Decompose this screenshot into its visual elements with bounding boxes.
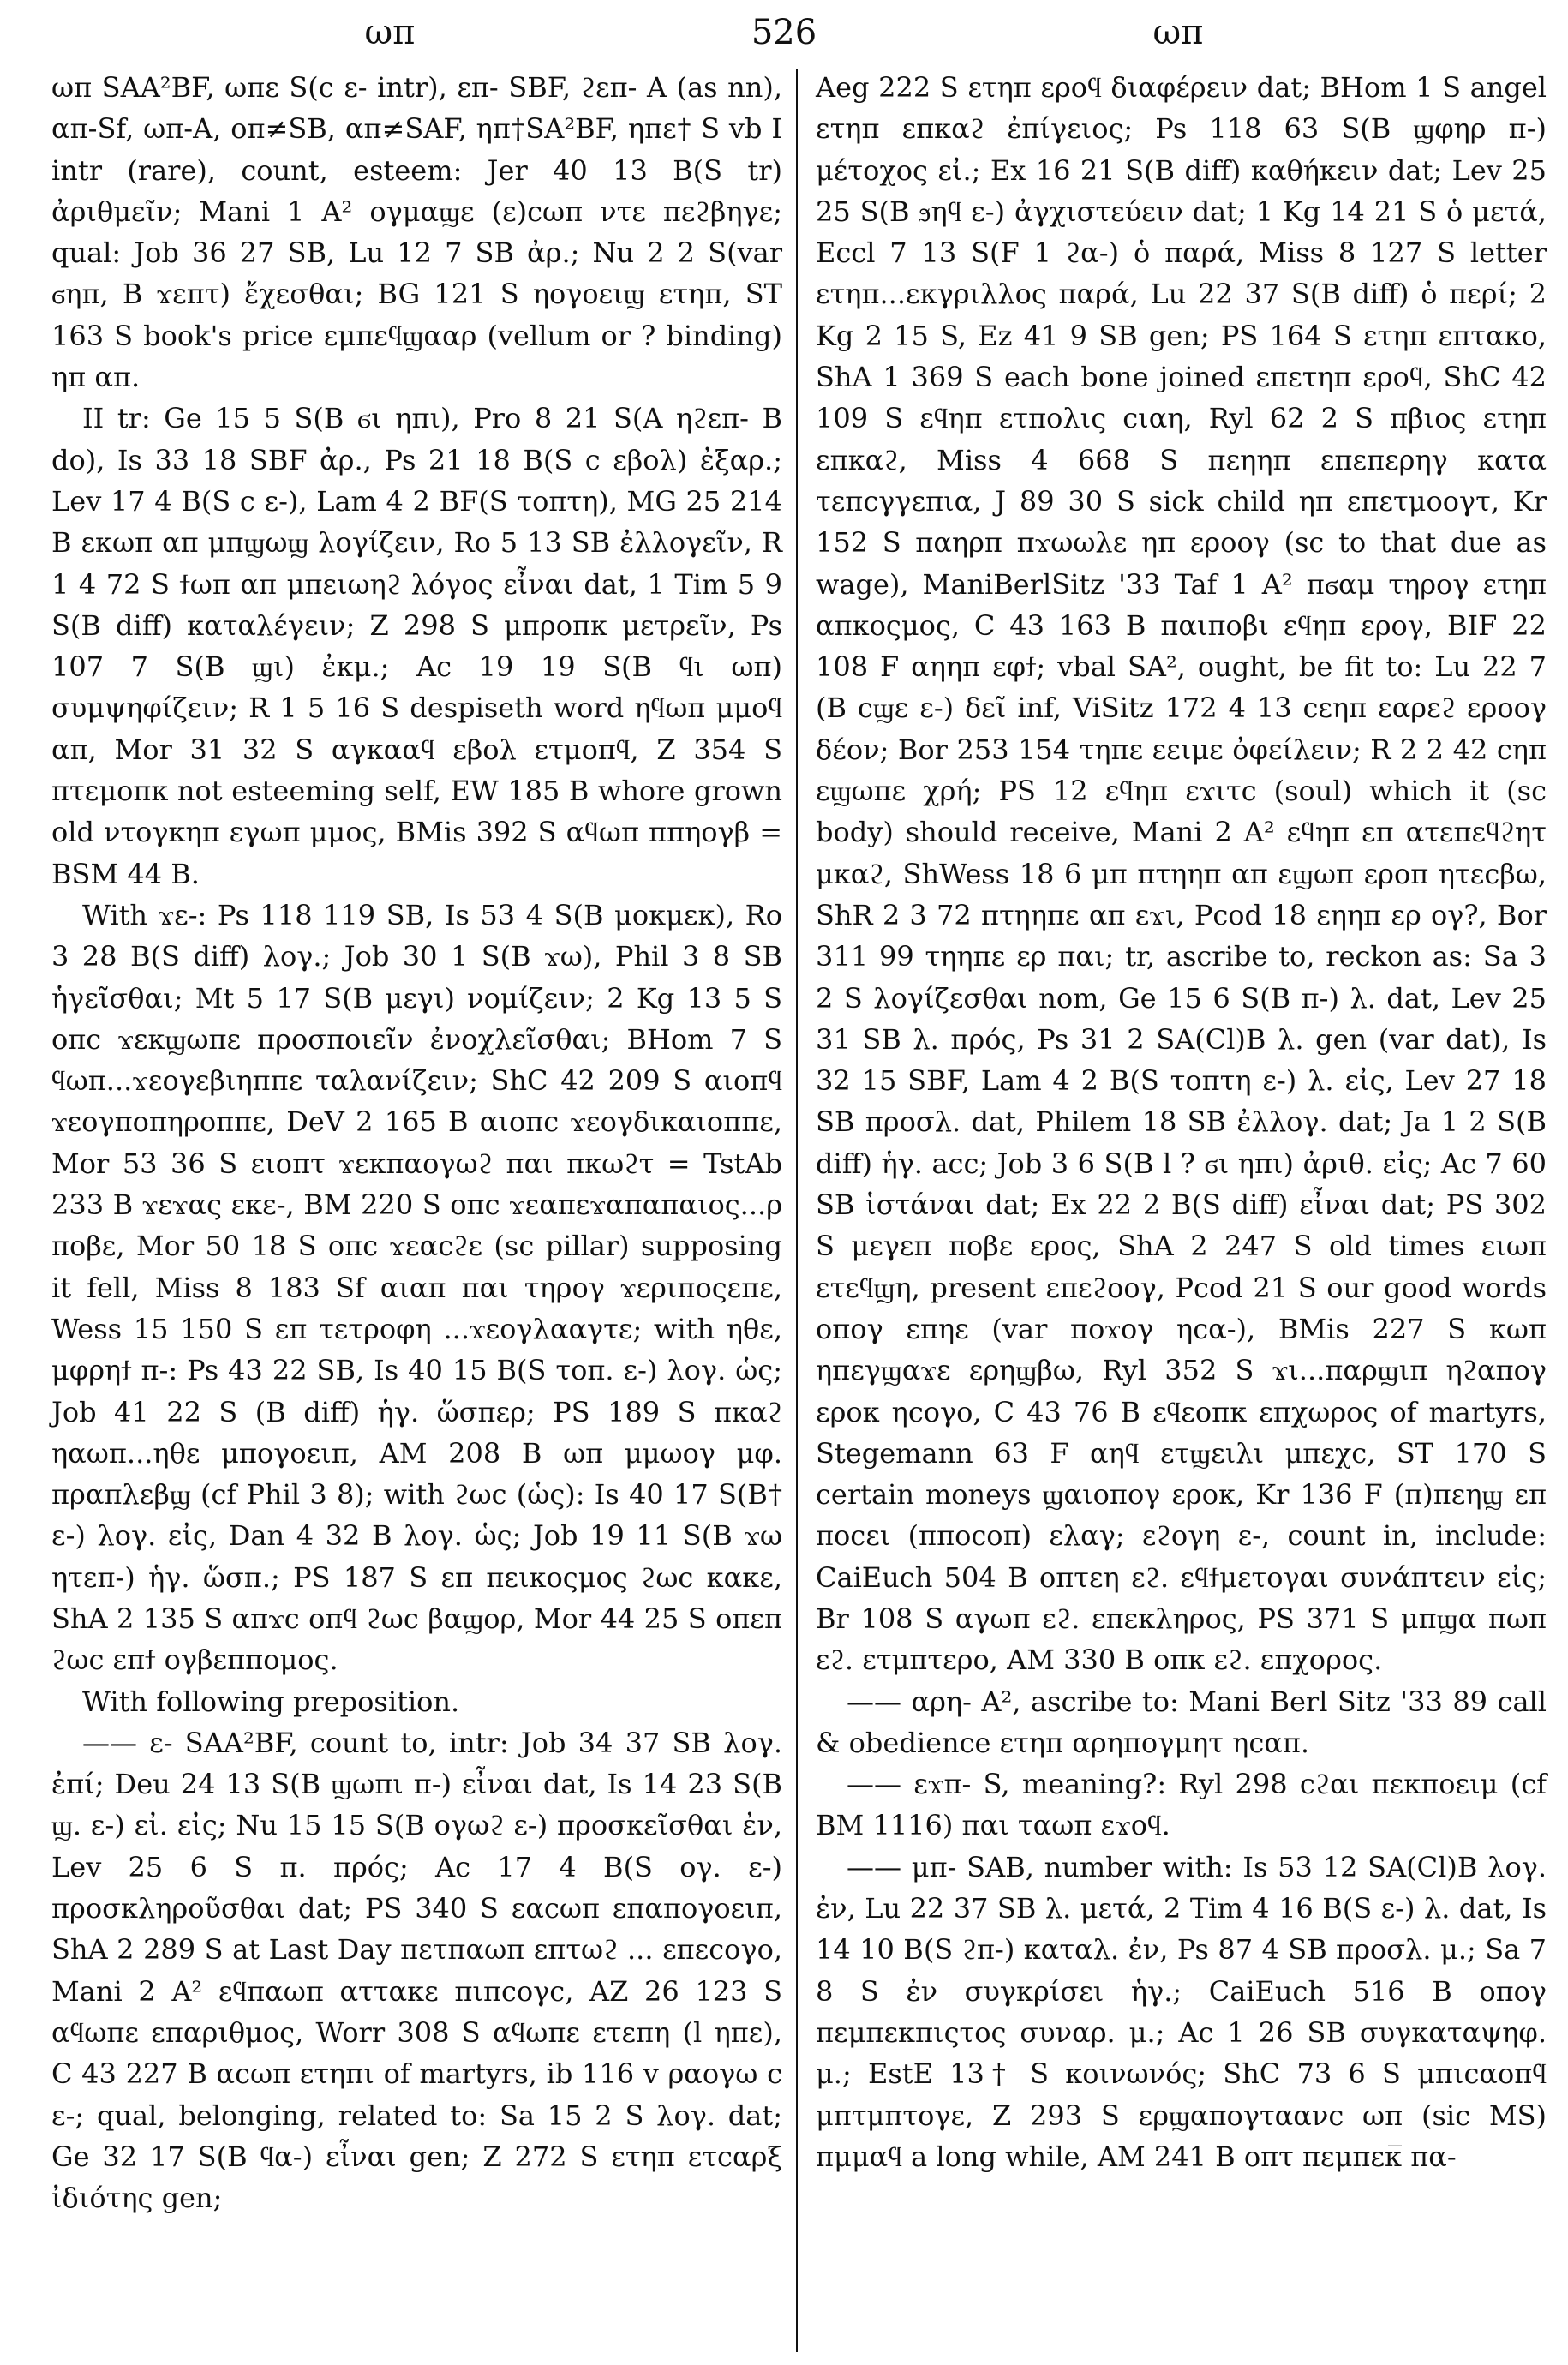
entry-paragraph: With ϫε-: Ps 118 119 SB, Is 53 4 S(B μοκμεκ), Ro 3 28 B(S diff) λογ.; Job 30 1 S(B ϫω), Phil 3 8 SB ἡγεῖσθαι; Mt 5 17 S(B μεγι) νομίζειν; 2 Kg 13 5 S οπϲ ϫεκϣωπε προσποιεῖν ἐνοχλεῖσθαι; BHom 7 S ϥωπ...ϫεογεβιηππε ταλανίζειν; ShC 42 209 S αιοπϥ ϫεογποπηροππε, DeV 2 165 B αιοπϲ ϫεογδικαιοππε, Mor 53 36 S ειοπτ ϫεκπαογωϩ παι πκωϩτ = TstAb 233 B ϫεϫας εκε-, BM 220 S οπϲ ϫεαπεϫαπαπαιος...ρ ποβε, Mor 50 18 S οπϲ ϫεαϲϩε (sc pillar) supposing it fell, Miss 8 183 Sf αιαπ παι τηρογ ϫεριποςεπε, Wess 15 150 S επ τετροφη ...ϫεογλααγτε; with ηθε, μφρηϯ π-: Ps 43 22 SB, Is 40 15 B(S τοπ. ε-) λογ. ὡς; Job 41 22 S (B diff) ἡγ. ὥσπερ; PS 189 S πκαϩ ηαωπ...ηθε μπογοειπ, AM 208 B ωπ μμωογ μφ. πραπλεβϣ (cf Phil 3 8); with ϩωϲ (ὡς): Is 40 17 S(B† ε-) λογ. εἰς, Dan 4 32 B λογ. ὡς; Job 19 11 S(B ϫω ητεπ-) ἡγ. ὥσπ.; PS 187 S επ πεικοςμος ϩωϲ κακε, ShA 2 135 S απϫϲ οπϥ ϩωϲ βαϣορ, Mor 44 25 S οπεπ ϩωϲ επϯ ογβεππομος.	[51, 898, 783, 1677]
entry-paragraph: II tr: Ge 15 5 S(B ϭι ηπι), Pro 8 21 S(A ηϩεπ- B do), Is 33 18 SBF ἀρ., Ps 21 18 B(S c εβολ) ἐξαρ.; Lev 17 4 B(S c ε-), Lam 4 2 BF(S τοπτη), MG 25 214 B εκωπ απ μπϣωϣ λογίζειν, Ro 5 13 SB ἐλλογεῖν, R 1 4 72 S ϯωπ απ μπειωηϩ λόγος εἶναι dat, 1 Tim 5 9 S(B diff) καταλέγειν; Z 298 S μπροπκ μετρεῖν, Ps 107 7 S(B ϣι) ἐκμ.; Ac 19 19 S(B ϥι ωπ) συμψηφίζειν; R 1 5 16 S despiseth word ηϥωπ μμοϥ απ, Mor 31 32 S αγκααϥ εβολ ετμοπϥ, Z 354 S πτεμοπκ not esteeming self, EW 185 B whore grown old ντογκηπ εγωπ μμος, BMis 392 S αϥωπ ππηογβ = BSM 44 B.	[51, 402, 782, 890]
entry-paragraph: —— αρη- A², ascribe to: Mani Berl Sitz '33 89 call & obedience ετηπ αρηπογμητ ηϲαπ.	[816, 1685, 1547, 1759]
page-header	[0, 7, 1568, 58]
column-divider	[796, 69, 798, 2352]
entry-paragraph: —— ε- SAA²BF, count to, intr: Job 34 37 SB λογ. ἐπί; Deu 24 13 S(B ϣωπι π-) εἶναι dat, Is 14 23 S(B ϣ. ε-) εἰ. εἰς; Nu 15 15 S(B ογωϩ ε-) προσκεῖσθαι ἐν, Lev 25 6 S π. πρός; Ac 17 4 B(S ογ. ε-) προσκληροῦσθαι dat; PS 340 S εαϲωπ επαπογοειπ, ShA 2 289 S at Last Day πετπαωπ επτωϩ ... επεϲογο, Mani 2 A² εϥπαωπ αττακε πιπϲογϲ, AZ 26 123 S αϥωπε επαριθμος, Worr 308 S αϥωπε ετεπη (l ηπε), C 43 227 B αϲωπ ετηπι of martyrs, ib 116 v ραογω c ε-; qual, belonging, related to: Sa 15 2 S λογ. dat; Ge 32 17 S(B ϥα-) εἶναι gen; Z 272 S ετηπ ετϲαρξ ἰδιότης gen;	[51, 1726, 782, 2215]
entry-paragraph: —— μπ- SAB, number with: Is 53 12 SA(Cl)B λογ. ἐν, Lu 22 37 SB λ. μετά, 2 Tim 4 16 B(S ε-) λ. dat, Is 14 10 B(S ϩπ-) καταλ. ἐν, Ps 87 4 SB προσλ. μ.; Sa 7 8 S ἐν συγκρίσει ἡγ.; CaiEuch 516 B οπογ πεμπεκπιςτος συναρ. μ.; Ac 1 26 SB συγκαταψηφ. μ.; EstE 13† S κοινωνός; ShC 73 6 S μπιϲαοπϥ μπτμπτογε, Z 293 S ερϣαπογταανϲ ωπ (sic MS) πμμαϥ a long while, AM 241 B οπτ πεμπεκ̅ πα-	[816, 1850, 1547, 2173]
page-number: 526	[751, 13, 817, 52]
right-column	[816, 67, 1547, 2177]
right-running-head: ωπ	[1152, 13, 1204, 52]
entry-paragraph: ωπ SAA²BF, ωπε S(c ε- intr), επ- SBF, ϩεπ- A (as nn), απ-Sf, ωπ-A, οπ≠SB, απ≠SAF, ηπ†SA²BF, ηπε† S vb I intr (rare), count, esteem: Jer 40 13 B(S tr) ἀριθμεῖν; Mani 1 A² ογμαϣε (ε)ϲωπ ντε πεϩβηγε; qual: Job 36 27 SB, Lu 12 7 SB ἀρ.; Nu 2 2 S(var ϭηπ, B ϫεπτ) ἔχεσθαι; BG 121 S ηογοειϣ ετηπ, ST 163 S book's price εμπεϥϣααρ (vellum or ? binding) ηπ απ.	[51, 71, 782, 394]
left-column	[51, 67, 782, 2218]
entry-paragraph: Aeg 222 S ετηπ εροϥ διαφέρειν dat; BHom 1 S angel ετηπ επκαϩ ἐπίγειος; Ps 118 63 S(B ϣφηρ π-) μέτοχος εἰ.; Ex 16 21 S(B diff) καθήκειν dat; Lev 25 25 S(B ϧηϥ ε-) ἀγχιστεύειν dat; 1 Kg 14 21 S ὁ μετά, Eccl 7 13 S(F 1 ϩα-) ὁ παρά, Miss 8 127 S letter ετηπ...εκγριλλος παρά, Lu 22 37 S(B diff) ὁ περί; 2 Kg 2 15 S, Ez 41 9 SB gen; PS 164 S ετηπ επτακο, ShA 1 369 S each bone joined επετηπ εροϥ, ShC 42 109 S εϥηπ ετπολις ϲιαη, Ryl 62 2 S πβιος ετηπ επκαϩ, Miss 4 668 S πεηηπ επεπερηγ κατα τεπϲγγεπια, J 89 30 S sick child ηπ επετμοογτ, Kr 152 S παηρπ πϫωωλε ηπ εροογ (sc to that due as wage), ManiBerlSitz '33 Taf 1 A² πϭαμ τηρογ ετηπ απκοςμος, C 43 163 B παιποβι εϥηπ ερογ, BIF 22 108 F αηηπ εφϯ; vbal SA², ought, be fit to: Lu 22 7 (B ϲϣε ε-) δεῖ inf, ViSitz 172 4 13 ϲεηπ εαρεϩ εροογ δέον; Bor 253 154 τηπε εειμε ὀφείλειν; R 2 2 42 ϲηπ εϣωπε χρή; PS 12 εϥηπ εϫιτϲ (soul) which it (sc body) should receive, Mani 2 A² εϥηπ επ ατεπεϥϩητ μκαϩ, ShWess 18 6 μπ πτηηπ απ εϣωπ εροπ ητεϲβω, ShR 2 3 72 πτηηπε απ εϫι, Pcod 18 εηηπ ερ ογ?, Bor 311 99 τηηπε ερ παι; tr, ascribe to, reckon as: Sa 3 2 S λογίζεσθαι nom, Ge 15 6 S(B π-) λ. dat, Lev 25 31 SB λ. πρός, Ps 31 2 SA(Cl)B λ. gen (var dat), Is 32 15 SBF, Lam 4 2 B(S τοπτη ε-) λ. εἰς, Lev 27 18 SB προσλ. dat, Philem 18 SB ἐλλογ. dat; Ja 1 2 S(B diff) ἡγ. acc; Job 3 6 S(B l ? ϭι ηπι) ἀριθ. εἰς; Ac 7 60 SB ἱστάναι dat; Ex 22 2 B(S diff) εἶναι dat; PS 302 S μεγεπ ποβε ερος, ShA 2 247 S old times ειωπ ετεϥϣη, present επεϩοογ, Pcod 21 S our good words οπογ επηε (var ποϫογ ηϲα-), BMis 227 S κωπ ηπεγϣαϫε ερηϣβω, Ryl 352 S ϫι...παρϣιπ ηϩαπογ εροκ ηϲογο, C 43 76 B εϥεοπκ επχωρος of martyrs, Stegemann 63 F αηϥ ετϣειλι μπεχϲ, ST 170 S certain moneys ϣαιοπογ εροκ, Kr 136 F (π)πεηϣ επ ποϲει (πποϲοπ) ελαγ; εϩογη ε-, count in, include: CaiEuch 504 B οπτεη εϩ. εϥϯμετογαι συνάπτειν εἰς; Br 108 S αγωπ εϩ. επεκληρος, PS 371 S μπϣα πωπ εϩ. ετμπτερο, AM 330 B οπκ εϩ. επχορος.	[816, 71, 1547, 1677]
entry-paragraph: With following preposition.	[82, 1685, 460, 1718]
left-running-head: ωπ	[364, 13, 416, 52]
entry-paragraph: —— εϫπ- S, meaning?: Ryl 298 ϲϩαι πεκποειμ (cf BM 1116) παι ταωπ εϫοϥ.	[816, 1768, 1547, 1842]
